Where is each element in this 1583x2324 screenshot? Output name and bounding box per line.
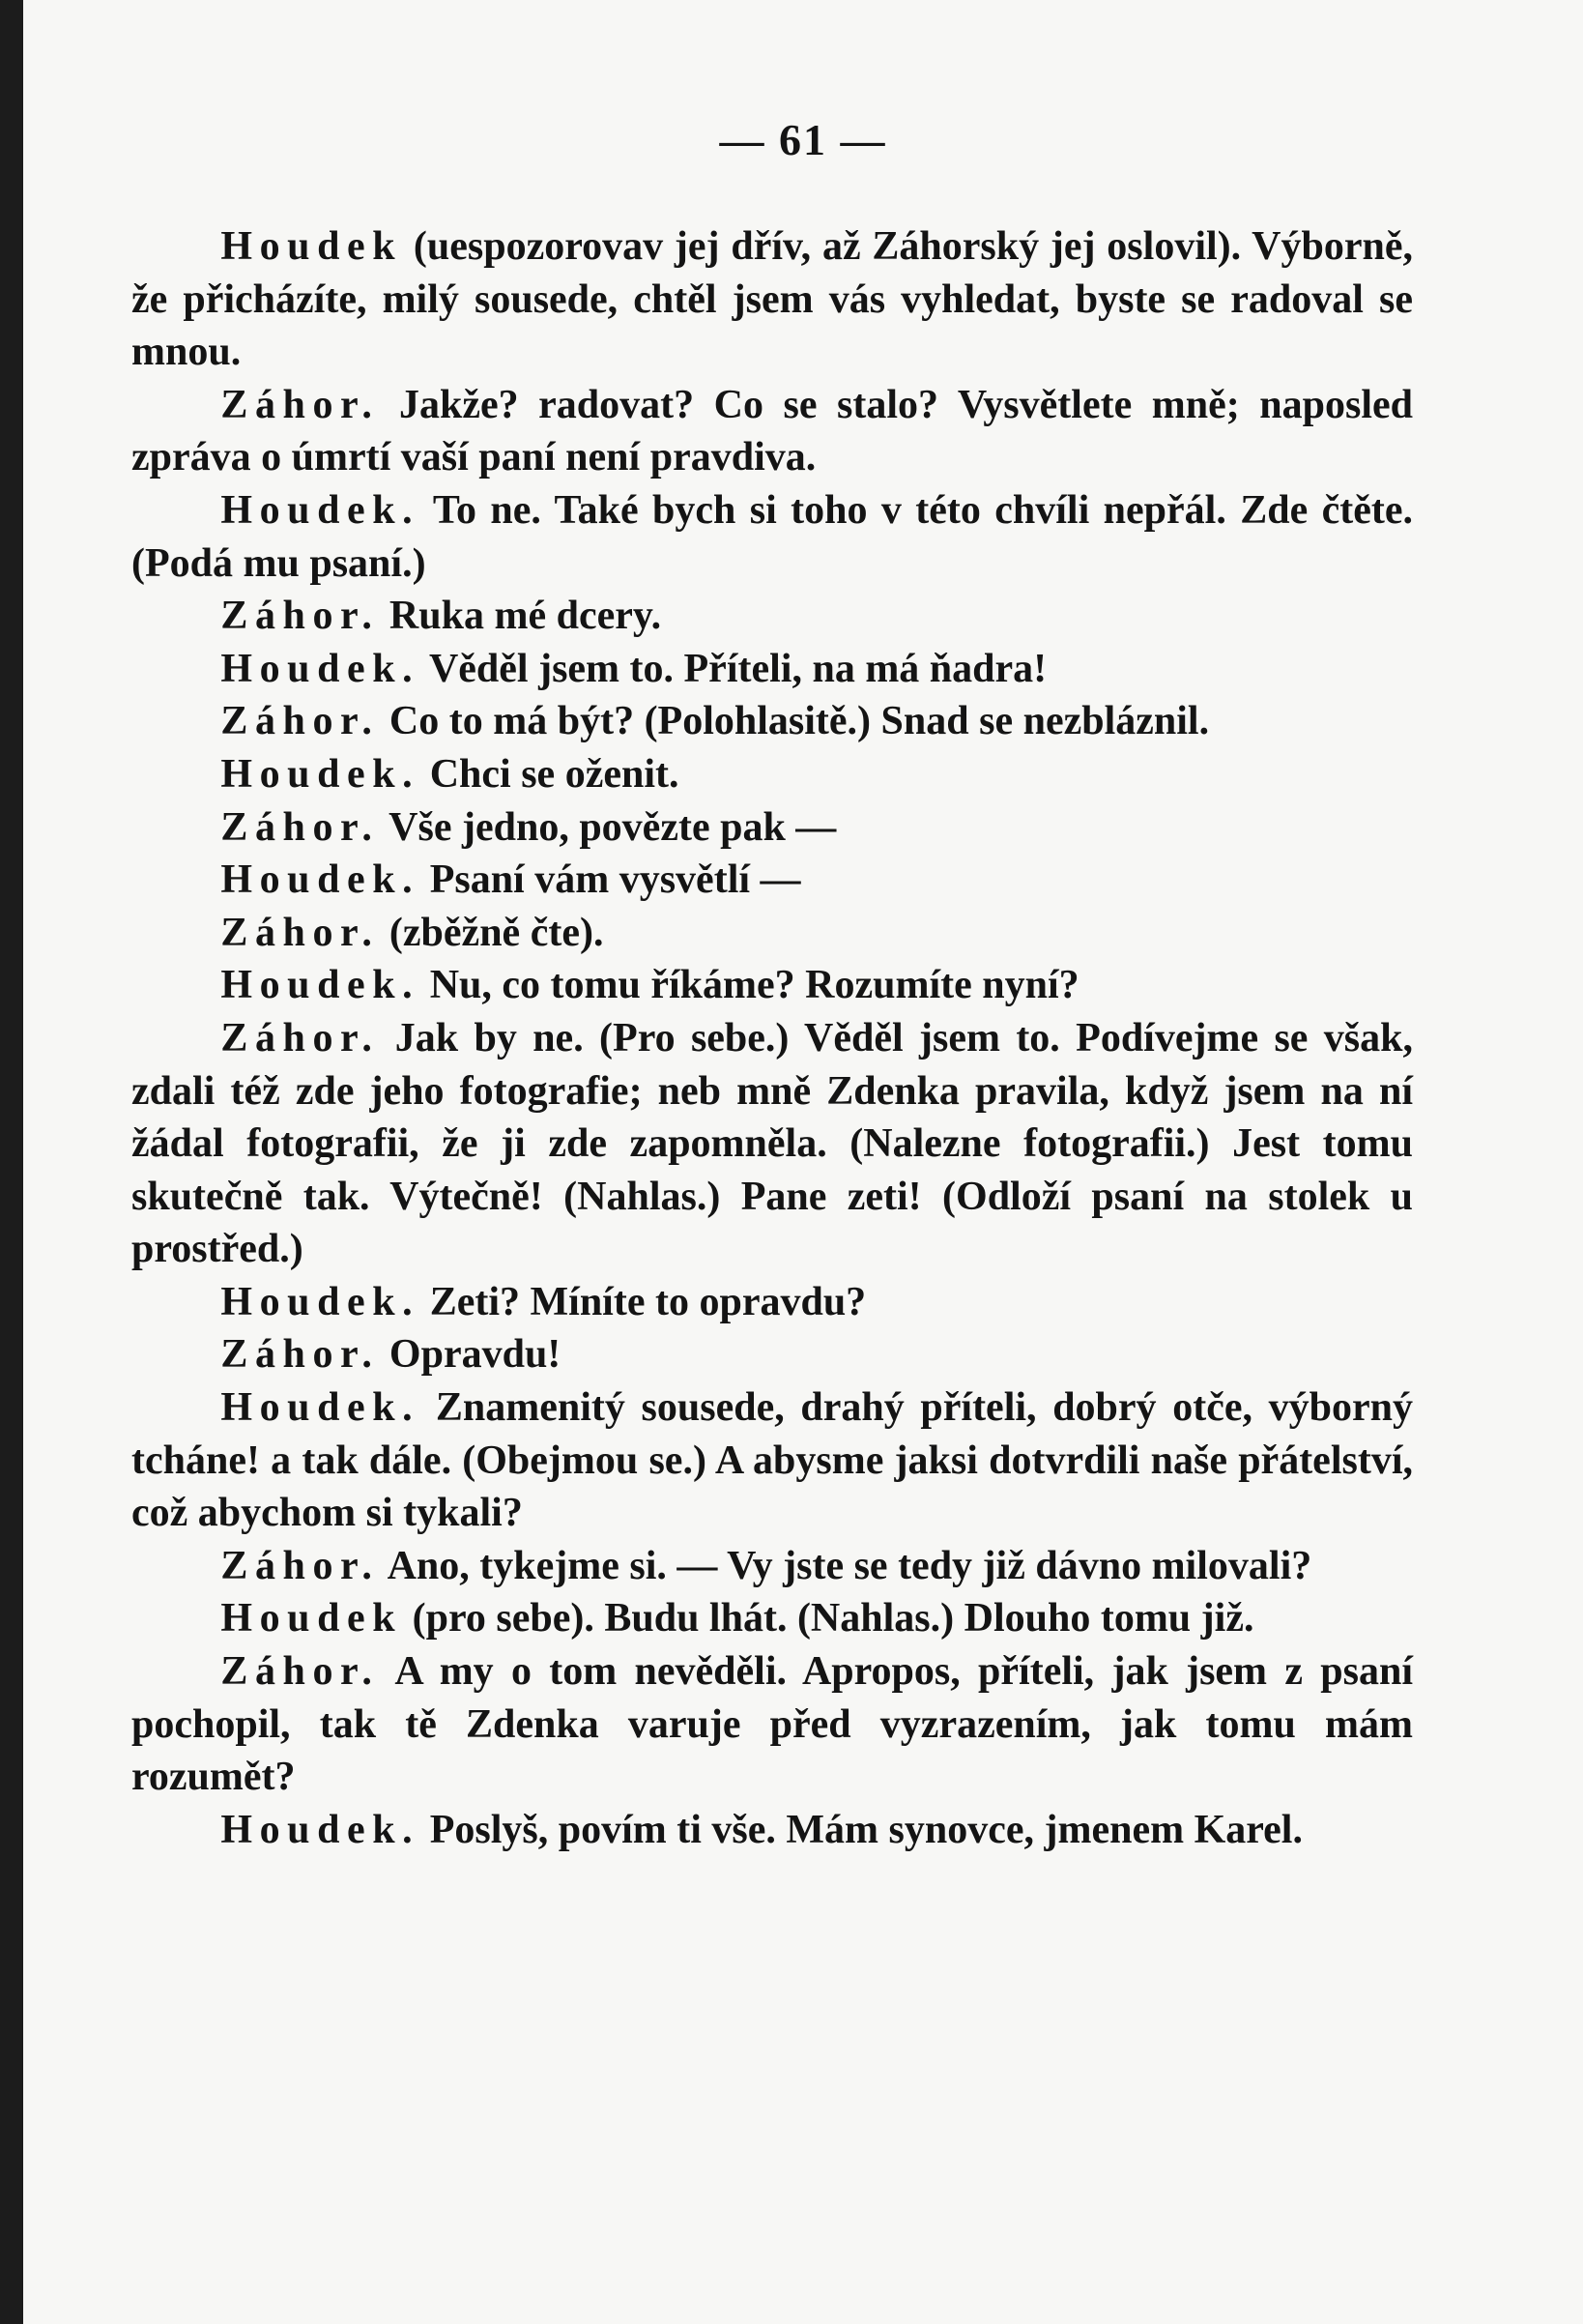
dialogue-line	[131, 220, 1413, 379]
speaker-name: Houdek.	[220, 1807, 420, 1852]
speaker-name: Záhor.	[220, 1015, 380, 1060]
speaker-name: Záhor.	[220, 804, 380, 850]
speaker-name: Záhor.	[220, 910, 380, 955]
line-text: Poslyš, povím ti vše. Mám synovce, jmenem Karel.	[419, 1807, 1303, 1852]
speaker-name: Houdek.	[220, 646, 420, 691]
dialogue-line	[131, 907, 1413, 960]
dialogue-line	[131, 484, 1413, 590]
line-text: (uespozorovav jej dřív, až Záhorský jej oslovil). Výborně, že přicházíte, milý sousede, chtěl jsem vás vyhledat, byste se radoval se mnou.	[131, 224, 1413, 375]
line-text: To ne. Také bych si toho v této chvíli nepřál. Zde čtěte. (Podá mu psaní.)	[131, 487, 1413, 586]
line-text: (zběžně čte).	[379, 910, 604, 955]
line-text: Opravdu!	[379, 1332, 561, 1378]
speaker-name: Záhor.	[220, 1649, 380, 1695]
speaker-name: Záhor.	[220, 699, 380, 744]
dialogue-line	[131, 1012, 1413, 1276]
dialogue-line	[131, 695, 1413, 748]
speaker-name: Záhor.	[220, 382, 380, 427]
book-page	[23, 0, 1583, 2324]
speaker-name: Houdek.	[220, 487, 420, 533]
speaker-name: Houdek.	[220, 1279, 420, 1324]
speaker-name: Houdek.	[220, 751, 420, 797]
dialogue-line	[131, 854, 1413, 907]
page-number: — 61 —	[719, 115, 887, 164]
line-text: Věděl jsem to. Příteli, na má ňadra!	[419, 646, 1048, 691]
dialogue-line	[131, 643, 1413, 696]
dialogue-line	[131, 1381, 1413, 1540]
speaker-name: Houdek	[220, 1596, 403, 1641]
dialogue-text	[131, 220, 1413, 1856]
speaker-name: Houdek.	[220, 857, 420, 903]
line-text: A my o tom nevěděli. Apropos, příteli, jak jsem z psaní pochopil, tak tě Zdenka varuje před vyzrazením, jak tomu mám rozumět?	[131, 1649, 1413, 1800]
line-text: Vše jedno, povězte pak —	[379, 804, 837, 850]
speaker-name: Záhor.	[220, 594, 380, 639]
line-text: Zeti? Míníte to opravdu?	[419, 1279, 867, 1324]
line-text: Znamenitý sousede, drahý příteli, dobrý otče, výborný tcháne! a tak dále. (Obejmou se.) A abysme jaksi dotvrdili naše přátelství, což abychom si tykali?	[131, 1385, 1413, 1536]
line-text: Psaní vám vysvětlí —	[419, 857, 801, 903]
line-text: Jakže? radovat? Co se stalo? Vysvětlete mně; naposled zpráva o úmrtí vaší paní není pravdiva.	[131, 382, 1413, 480]
dialogue-line	[131, 590, 1413, 643]
line-text: Ano, tykejme si. — Vy jste se tedy již dávno milovali?	[379, 1543, 1312, 1588]
dialogue-line	[131, 1276, 1413, 1329]
speaker-name: Záhor.	[220, 1332, 380, 1378]
speaker-name: Záhor.	[220, 1543, 380, 1588]
dialogue-line	[131, 1645, 1413, 1804]
speaker-name: Houdek	[220, 224, 403, 269]
dialogue-line	[131, 1592, 1413, 1645]
dialogue-line	[131, 748, 1413, 801]
dialogue-line	[131, 1804, 1413, 1857]
speaker-name: Houdek.	[220, 963, 420, 1008]
line-text: (pro sebe). Budu lhát. (Nahlas.) Dlouho tomu již.	[402, 1596, 1254, 1641]
line-text: Ruka mé dcery.	[379, 594, 662, 639]
line-text: Nu, co tomu říkáme? Rozumíte nyní?	[419, 963, 1079, 1008]
dialogue-line	[131, 959, 1413, 1012]
speaker-name: Houdek.	[220, 1385, 420, 1431]
dialogue-line	[131, 379, 1413, 484]
dialogue-line	[131, 1540, 1413, 1593]
line-text: Co to má být? (Polohlasitě.) Snad se nezbláznil.	[379, 699, 1210, 744]
binding-edge	[0, 0, 23, 2324]
dialogue-line	[131, 1328, 1413, 1381]
line-text: Chci se oženit.	[419, 751, 679, 797]
dialogue-line	[131, 801, 1413, 855]
line-text: Jak by ne. (Pro sebe.) Věděl jsem to. Podívejme se však, zdali též zde jeho fotografie; neb mně Zdenka pravila, když jsem na ní žádal fotografii, že ji zde zapomněla. (Nalezne fotografii.) Jest tomu skutečně tak. Výtečně! (Nahlas.) Pane zeti! (Odloží psaní na stolek u prostřed.)	[131, 1015, 1413, 1272]
